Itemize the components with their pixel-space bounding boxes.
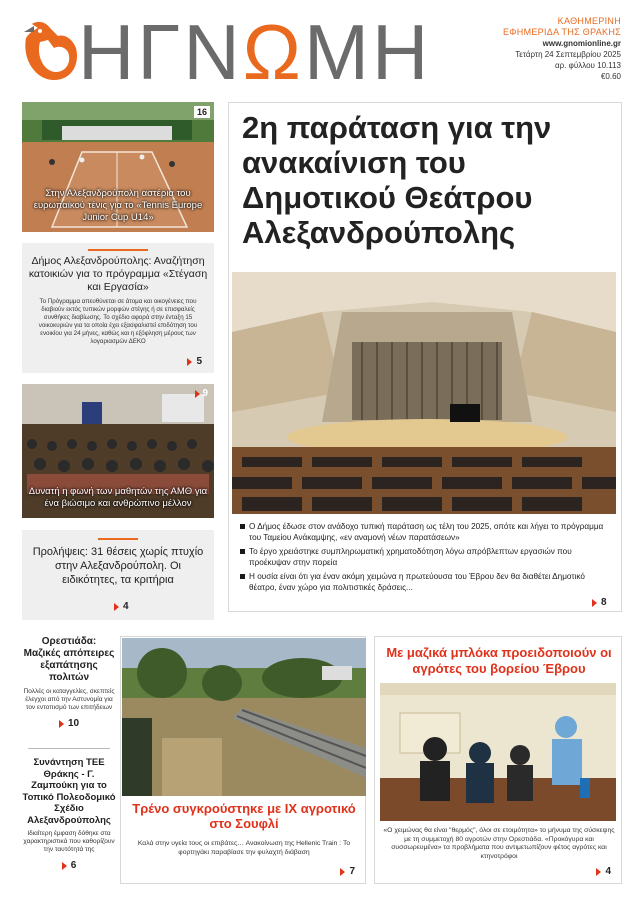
housing-article[interactable] bbox=[22, 243, 214, 373]
lead-bullet: Το έργο χρειάστηκε συμπληρωματική χρηματοδότηση λόγω απρόβλεπτων εργασιών που προέκυψαν στην πορεία bbox=[240, 546, 610, 568]
housing-title: Δήμος Αλεξανδρούπολης: Αναζήτηση κατοικιών για το πρόγραμμα «Στέγαση και Εργασία» bbox=[28, 255, 208, 293]
fraud-article[interactable] bbox=[22, 636, 116, 736]
students-photo[interactable] bbox=[22, 384, 214, 518]
farmers-article[interactable] bbox=[374, 636, 622, 884]
orange-rule bbox=[98, 538, 138, 540]
arrow-right-icon bbox=[340, 868, 345, 876]
train-body: Καλά στην υγεία τους οι επιβάτες… Ανακοίνωση της Hellenic Train : Το φορτηγάκι παραβίασε την φυλαχτή διάβαση bbox=[137, 840, 351, 856]
train-page-ref[interactable]: 7 bbox=[340, 866, 355, 877]
jobs-title: Προλήψεις: 31 θέσεις χωρίς πτυχίο στην Αλεξανδρούπολη. Οι ειδικότητες, τα κριτήρια bbox=[32, 546, 204, 586]
orange-rule bbox=[88, 249, 148, 251]
tennis-photo[interactable] bbox=[22, 102, 214, 232]
tagline-2: ΕΦΗΜΕΡΙΔΑ ΤΗΣ ΘΡΑΚΗΣ bbox=[502, 27, 621, 37]
arrow-right-icon bbox=[596, 868, 601, 876]
bird-logo-icon bbox=[20, 16, 82, 84]
lead-bullet: Η ουσία είναι ότι για έναν ακόμη χειμώνα η πρωτεύουσα του Έβρου δεν θα διαθέτει Δημοτικό θέατρο, έναν χώρο για πολιτιστικές δράσεις... bbox=[240, 571, 610, 593]
jobs-page-ref[interactable]: 4 bbox=[114, 601, 129, 612]
arrow-right-icon bbox=[114, 603, 119, 611]
tagline-1: ΚΑΘΗΜΕΡΙΝΗ bbox=[557, 16, 621, 26]
housing-page-ref[interactable]: 5 bbox=[187, 356, 202, 367]
lead-page-ref[interactable]: 8 bbox=[592, 597, 607, 608]
arrow-right-icon bbox=[62, 862, 67, 870]
lead-bullets bbox=[240, 521, 610, 596]
rail-crossing-image bbox=[122, 638, 366, 796]
tee-title: Συνάντηση ΤΕΕ Θράκης - Γ. Ζαμπούκη για το Τοπικό Πολεοδομικό Σχέδιο Αλεξανδρούπολης bbox=[22, 757, 116, 826]
page-badge: 9 bbox=[195, 388, 208, 399]
issue-number: αρ. φύλλου 10.113 bbox=[555, 61, 621, 70]
farmers-title: Με μαζικά μπλόκα προειδοποιούν οι αγρότες του βορείου Έβρου bbox=[386, 645, 612, 676]
farmers-page-ref[interactable]: 4 bbox=[596, 866, 611, 877]
arrow-right-icon bbox=[187, 358, 192, 366]
tee-page-ref[interactable]: 6 bbox=[22, 860, 116, 871]
price: €0.60 bbox=[600, 72, 621, 81]
tee-article[interactable] bbox=[22, 757, 116, 879]
farmers-body: «Ο χειμώνας θα είναι "θερμός", όλοι σε ετοιμότητα» το μήνυμα της σύσκεψης με τη συμμετοχή 80 αγροτών στην Ορεστιάδα. «Προκόγυρα και συσσωρευμένα» τα προβλήματα που αντιμετωπίζουν φέτος αγρότες και κτηνοτρόφοι bbox=[383, 827, 615, 860]
issue-date: Τετάρτη 24 Σεπτεμβρίου 2025 bbox=[515, 50, 621, 59]
theatre-interior-image bbox=[232, 272, 616, 514]
lead-headline[interactable]: 2η παράταση για την ανακαίνιση του Δημοτικού Θεάτρου Αλεξανδρούπολης bbox=[242, 110, 552, 250]
website[interactable]: www.gnomionline.gr bbox=[542, 39, 621, 48]
housing-body: Το Πρόγραμμα απευθύνεται σε άτομα και οικογένειες που διαβιούν εκτός τυπικών μορφών στέγης ή σε επισφαλείς συνθήκες διαβίωσης. Το σχέδιο αφορά στην ένταξη 15 νοικοκυριών για τα οποία έχει εξασφαλιστεί επιδότηση του ενοικίου για 24 μήνες, καθώς και η εξόφληση μέρους των λογαριασμών ΔΕΚΟ bbox=[38, 298, 198, 345]
masthead-info bbox=[503, 16, 621, 82]
page-badge: 16 bbox=[194, 106, 210, 118]
students-caption: Δυνατή η φωνή των μαθητών της ΑΜΘ για ένα βιώσιμο και ανθρώπινο μέλλον bbox=[28, 486, 208, 509]
jobs-article[interactable] bbox=[22, 530, 214, 620]
fraud-title: Ορεστιάδα: Μαζικές απόπειρες εξαπάτησης πολιτών bbox=[23, 636, 115, 683]
lead-bullet: Ο Δήμος έδωσε στον ανάδοχο τυπική παράταση ως τέλη του 2025, οπότε και λήγει το πρόγραμμα του Ταμείου Ανάκαμψης, «εν αναμονή νέων παρατάσεων» bbox=[240, 521, 610, 543]
fraud-page-ref[interactable]: 10 bbox=[22, 718, 116, 729]
tennis-caption: Στην Αλεξανδρούπολη αστέρια του ευρωπαϊκού τένις για το «Tennis Europe Junior Cup U14» bbox=[33, 188, 203, 223]
theatre-photo[interactable] bbox=[232, 272, 616, 514]
arrow-right-icon bbox=[592, 599, 597, 607]
masthead bbox=[0, 0, 639, 100]
fraud-body: Πολλές οι καταγγελίες, σκεπτείς έλεγχοι από την Αστυνομία για τον εντοπισμό των επιτήδειων bbox=[23, 688, 115, 711]
logo-wordmark: ΗΓΝΩΜΗ bbox=[78, 8, 432, 96]
divider bbox=[28, 748, 110, 749]
arrow-right-icon bbox=[59, 720, 64, 728]
train-title: Τρένο συγκρούστηκε με ΙΧ αγροτικό στο Σουφλί bbox=[132, 801, 356, 831]
tee-body: Ιδιαίτερη έμφαση δόθηκε στα χαρακτηριστικά που καθορίζουν την ταυτότητά της bbox=[23, 830, 115, 853]
farmers-meeting-image bbox=[380, 683, 616, 821]
train-article[interactable] bbox=[120, 636, 366, 884]
